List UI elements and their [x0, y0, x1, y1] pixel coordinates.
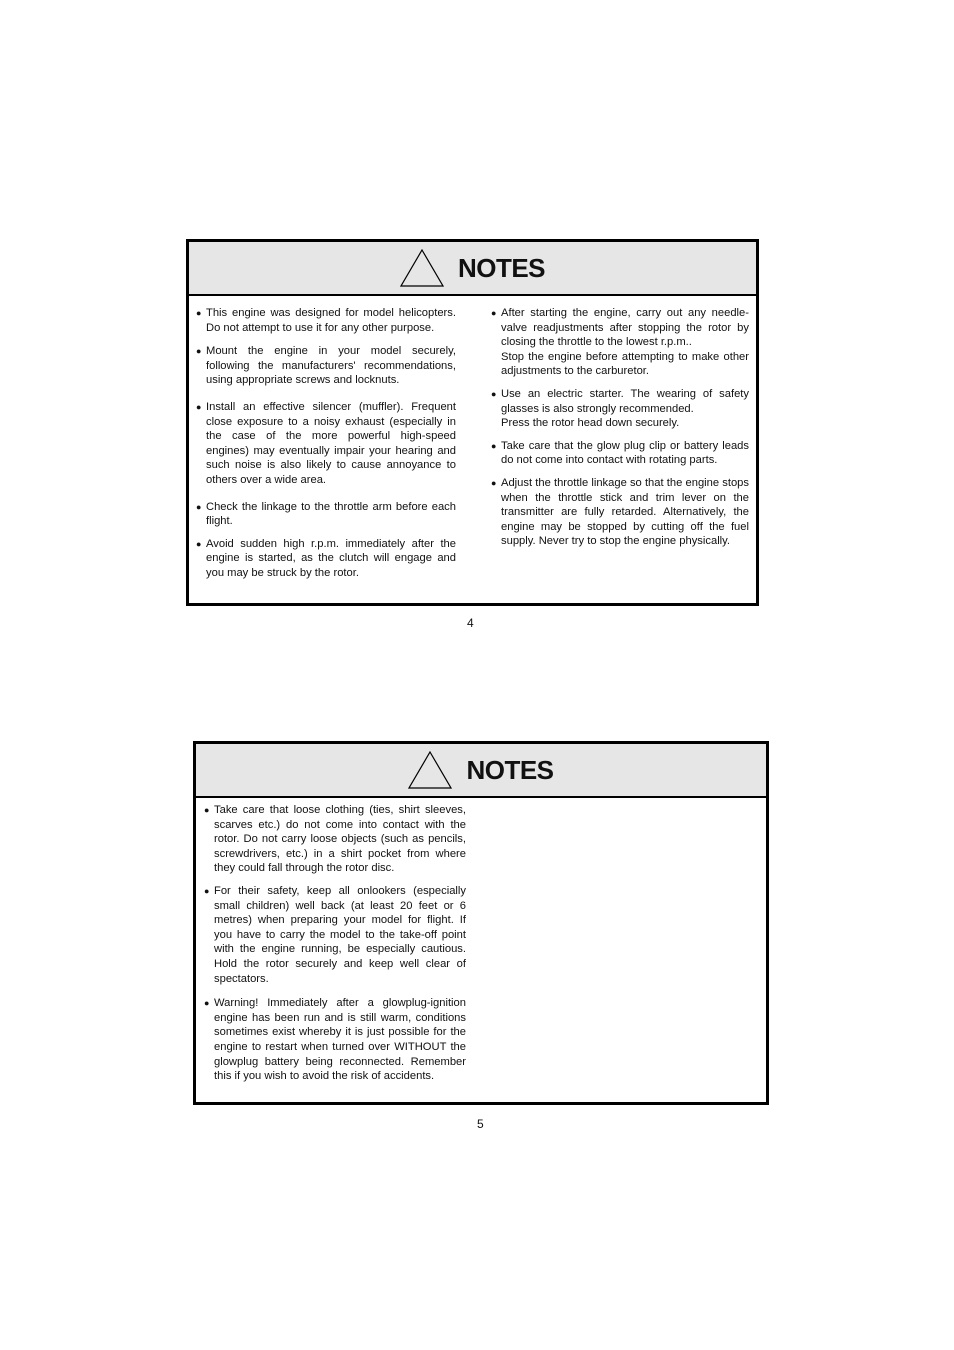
notes-header — [196, 744, 766, 798]
page-number: 5 — [477, 1117, 484, 1131]
note-text: Avoid sudden high r.p.m. immediately after the engine is started, as the clutch will engage and you may be struck by the rotor. — [206, 537, 456, 579]
bullet-icon: ● — [491, 388, 497, 399]
note-item — [196, 400, 456, 488]
note-text: Take care that loose clothing (ties, shirt sleeves, scarves etc.) do not come into contact with the rotor. Do not carry loose objects (such as pencils, screwdrivers, etc.) in a shirt pocket from where they could fall through the rotor disc. — [214, 804, 466, 875]
notes-left-column — [204, 803, 466, 1084]
warning-triangle-icon — [400, 249, 444, 287]
note-text: Warning! Immediately after a glowplug-ignition engine has been run and is still warm, conditions sometimes exist whereby it is just possible for the engine to restart when turned over WITHOUT the glowplug battery being reconnected. Remember this if you wish to avoid the risk of accidents. — [214, 997, 466, 1083]
note-text: This engine was designed for model helicopters. Do not attempt to use it for any other purpose. — [206, 307, 456, 334]
notes-header — [189, 242, 756, 296]
note-item — [204, 884, 466, 986]
page-number: 4 — [467, 616, 474, 630]
note-text: Check the linkage to the throttle arm before each flight. — [206, 500, 456, 528]
bullet-icon: ● — [204, 805, 210, 815]
notes-box-page4 — [186, 239, 759, 606]
note-item — [196, 344, 456, 388]
note-item — [491, 476, 749, 549]
bullet-icon: ● — [196, 346, 202, 357]
bullet-icon: ● — [196, 401, 202, 412]
bullet-icon: ● — [196, 501, 202, 512]
bullet-icon: ● — [491, 477, 497, 488]
note-item — [491, 306, 749, 379]
notes-title: NOTES — [457, 252, 546, 283]
bullet-icon: ● — [196, 308, 202, 318]
bullet-icon: ● — [204, 998, 210, 1009]
note-text: Install an effective silencer (muffler). Frequent close exposure to a noisy exhaust (especially in the case of the more powerful high-speed engines) may eventually impair your hearing and such noise is also likely to cause annoyance to others over a wide area. — [206, 400, 456, 486]
notes-right-column — [491, 306, 749, 549]
note-text: Mount the engine in your model securely, following the manufacturers' recommendations, using appropriate screws and locknuts. — [206, 345, 456, 387]
notes-left-column — [196, 306, 456, 581]
note-item — [204, 803, 466, 876]
note-item — [196, 306, 456, 335]
note-text: Take care that the glow plug clip or battery leads do not come into contact with rotating parts. — [501, 439, 749, 467]
note-item — [491, 387, 749, 431]
note-item — [196, 537, 456, 581]
bullet-icon: ● — [196, 538, 202, 549]
warning-triangle-icon — [408, 751, 452, 789]
note-item — [196, 500, 456, 529]
bullet-icon: ● — [491, 440, 497, 451]
bullet-icon: ● — [491, 308, 497, 318]
note-text: Press the rotor head down securely. — [501, 417, 680, 430]
note-text: After starting the engine, carry out any needle-valve readjustments after stopping the rotor by closing the throttle to the lowest r.p.m.. — [501, 307, 749, 349]
note-text: Use an electric starter. The wearing of safety glasses is also strongly recommended. — [501, 387, 749, 415]
note-item — [491, 439, 749, 468]
note-text: For their safety, keep all onlookers (especially small children) well back (at least 20 feet or 6 metres) when preparing your model for flight. If you have to carry the model to the take-off point with the engine running, be especially cautious. Hold the rotor securely and keep well clear of spectators. — [214, 884, 466, 985]
note-text: Adjust the throttle linkage so that the engine stops when the throttle stick and trim lever on the transmitter are fully retarded. Alternatively, the engine may be stopped by cutting off the fuel supply. Never try to stop the engine physically. — [501, 476, 749, 548]
notes-box-page5 — [193, 741, 769, 1105]
bullet-icon: ● — [204, 885, 210, 896]
notes-title: NOTES — [466, 754, 554, 785]
note-item — [204, 996, 466, 1084]
note-text: Stop the engine before attempting to make other adjustments to the carburetor. — [501, 350, 749, 378]
